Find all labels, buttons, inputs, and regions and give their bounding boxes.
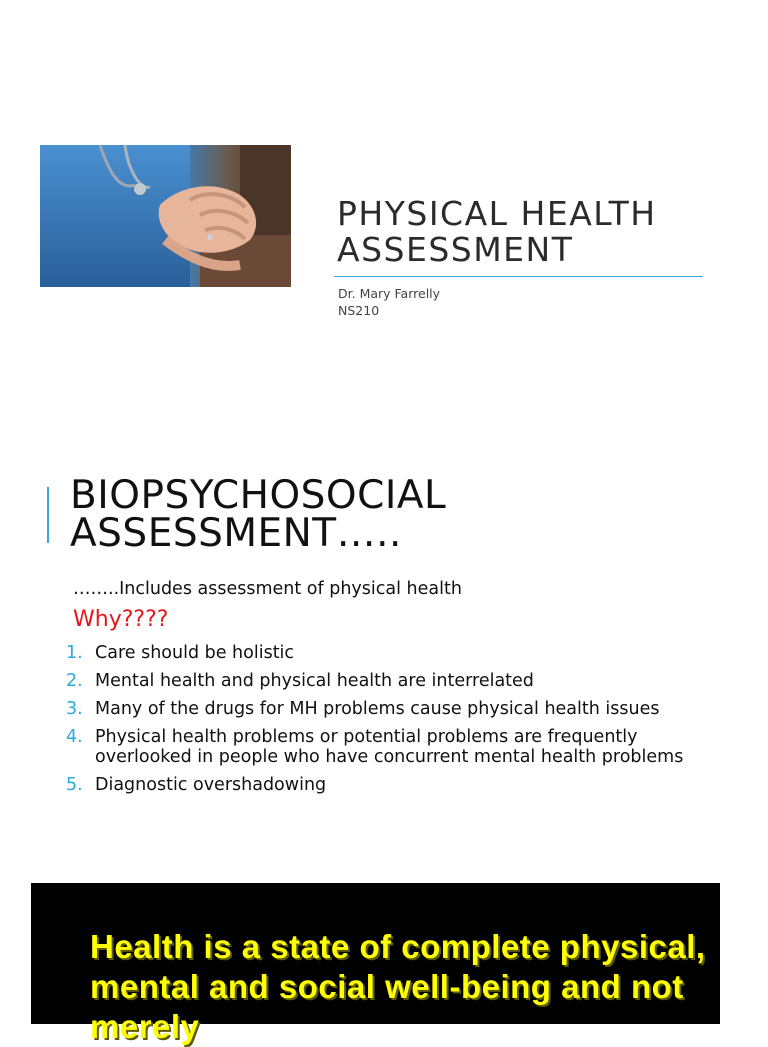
title-divider	[334, 276, 703, 277]
list-item	[66, 643, 706, 663]
list-text: Physical health problems or potential problems are frequently overlooked in people who have concurrent mental health problems	[95, 727, 684, 767]
list-number: 5.	[66, 775, 83, 795]
list-number: 2.	[66, 671, 83, 691]
list-number: 1.	[66, 643, 83, 663]
health-definition-quote: Health is a state of complete physical, mental and social well-being and not merely	[90, 928, 706, 1045]
reasons-list	[66, 643, 706, 803]
list-item	[66, 775, 706, 795]
list-item	[66, 699, 706, 719]
intro-text: ……..Includes assessment of physical health	[73, 579, 462, 599]
course-code: NS210	[338, 303, 380, 318]
list-text: Care should be holistic	[95, 643, 295, 663]
title-slide	[0, 0, 768, 430]
presentation-title: PHYSICAL HEALTH ASSESSMENT	[337, 194, 657, 269]
list-number: 4.	[66, 727, 83, 747]
list-text: Diagnostic overshadowing	[95, 775, 327, 795]
nurse-hands-photo	[40, 145, 291, 287]
definition-slide	[31, 883, 720, 1045]
subtitle-block	[338, 285, 440, 319]
list-text: Many of the drugs for MH problems cause physical health issues	[95, 699, 660, 719]
list-item	[66, 671, 706, 691]
heading-accent-bar	[47, 487, 49, 543]
author-name: Dr. Mary Farrelly	[338, 286, 441, 301]
list-number: 3.	[66, 699, 83, 719]
why-label: Why????	[73, 607, 169, 632]
list-text: Mental health and physical health are interrelated	[95, 671, 534, 691]
slide-heading: BIOPSYCHOSOCIAL ASSESSMENT…..	[70, 473, 447, 556]
list-item	[66, 727, 706, 767]
